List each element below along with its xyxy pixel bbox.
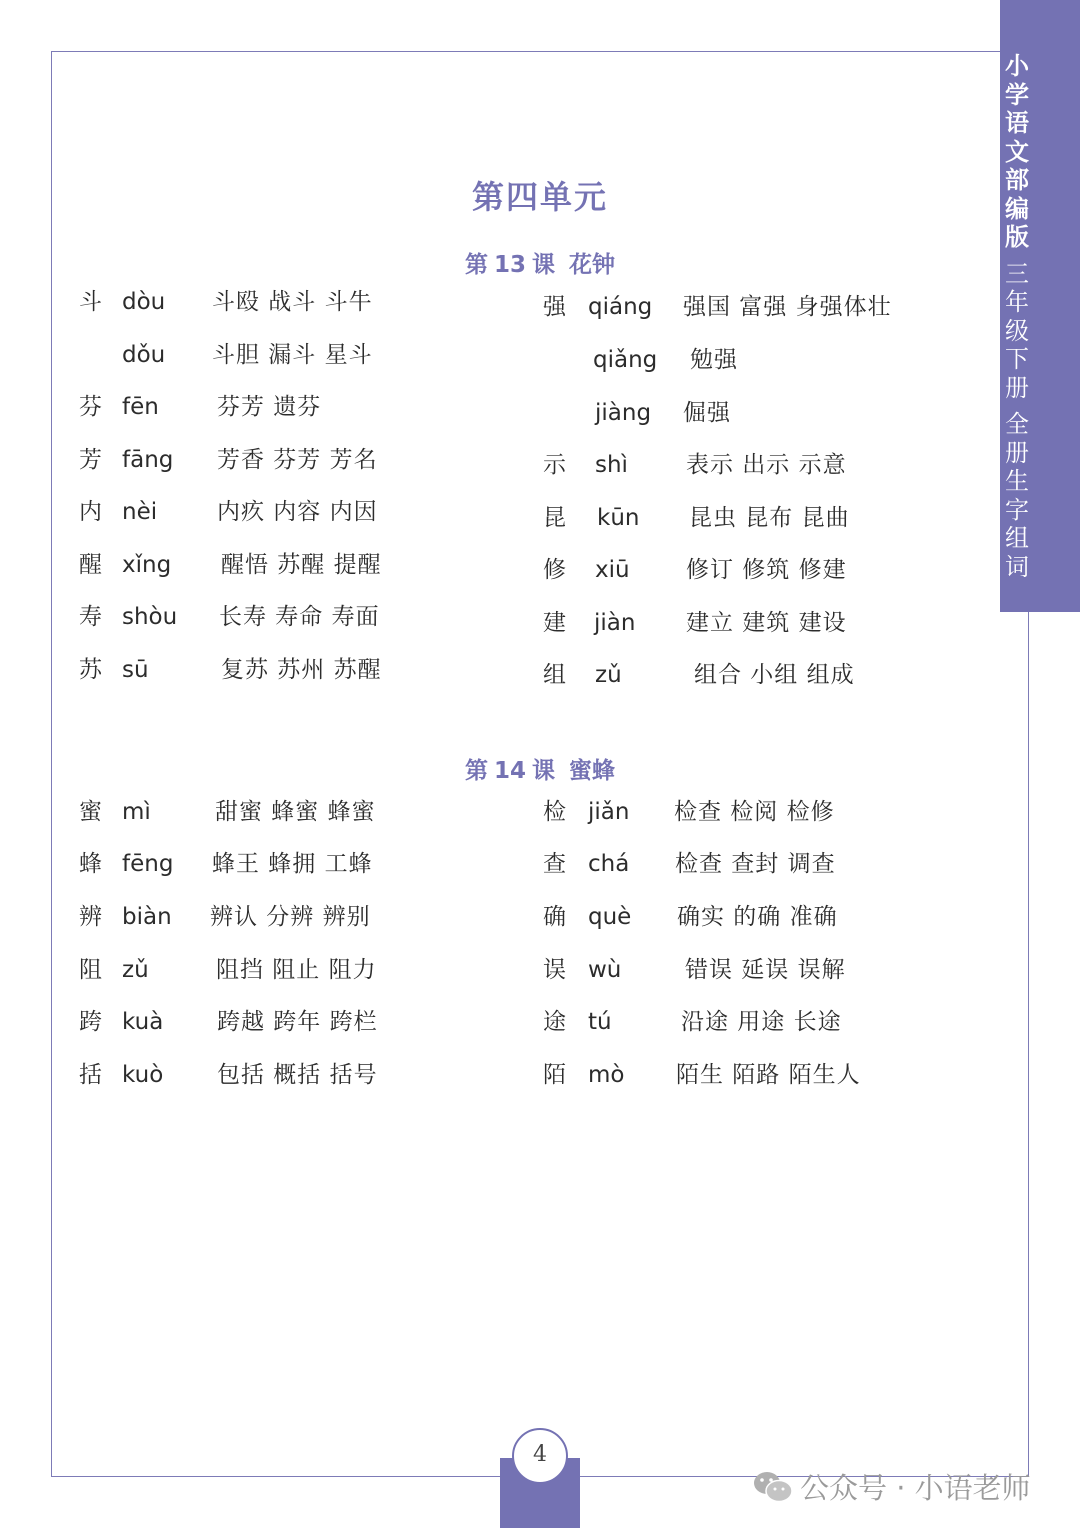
pinyin: sū xyxy=(122,657,149,683)
pinyin: jiàn xyxy=(594,610,636,636)
word-group: 芬芳 遗芬 xyxy=(217,394,322,420)
lesson-14-title xyxy=(0,752,1080,785)
word-group: 勉强 xyxy=(690,347,738,373)
word-group: 辨认 分辨 辨别 xyxy=(210,904,371,930)
pinyin: xǐng xyxy=(122,552,172,578)
character: 示 xyxy=(543,452,566,478)
pinyin: qiǎng xyxy=(593,347,658,373)
character: 确 xyxy=(543,904,566,930)
side-tab-text xyxy=(1003,52,1031,581)
word-group: 斗胆 漏斗 星斗 xyxy=(212,342,373,368)
pinyin: biàn xyxy=(122,904,172,930)
pinyin: xiū xyxy=(595,557,630,583)
word-group: 阻挡 阻止 阻力 xyxy=(216,957,377,983)
character: 芳 xyxy=(79,447,102,473)
pinyin: nèi xyxy=(122,499,158,525)
character: 检 xyxy=(543,799,566,825)
side-tab-grade: 三年级下册 xyxy=(1005,259,1029,402)
word-group: 蜂王 蜂拥 工蜂 xyxy=(212,851,373,877)
page-number: 4 xyxy=(512,1428,568,1484)
character: 阻 xyxy=(79,957,102,983)
pinyin: shòu xyxy=(122,604,178,630)
lesson-prefix: 第 xyxy=(464,252,488,278)
pinyin: kuò xyxy=(122,1062,164,1088)
word-group: 检查 查封 调查 xyxy=(675,851,836,877)
pinyin: shì xyxy=(595,452,628,478)
pinyin: jiàng xyxy=(595,400,652,426)
lesson-number: 14 xyxy=(493,758,526,784)
word-group: 确实 的确 准确 xyxy=(677,904,838,930)
character: 醒 xyxy=(79,552,102,578)
character: 途 xyxy=(543,1009,566,1035)
character: 建 xyxy=(543,610,566,636)
word-group: 跨越 跨年 跨栏 xyxy=(217,1009,378,1035)
word-group: 陌生 陌路 陌生人 xyxy=(676,1062,861,1088)
character: 括 xyxy=(79,1062,102,1088)
lesson-suffix: 课 xyxy=(532,758,555,784)
character: 苏 xyxy=(79,657,102,683)
word-group: 组合 小组 组成 xyxy=(694,662,855,688)
pinyin: wù xyxy=(588,957,622,983)
pinyin: kūn xyxy=(597,505,640,531)
lesson-number: 13 xyxy=(493,252,526,278)
character: 误 xyxy=(543,957,566,983)
character: 跨 xyxy=(79,1009,102,1035)
word-group: 倔强 xyxy=(683,400,731,426)
pinyin: fāng xyxy=(122,447,174,473)
character: 芬 xyxy=(79,394,102,420)
character: 组 xyxy=(543,662,566,688)
pinyin: mì xyxy=(122,799,151,825)
word-group: 表示 出示 示意 xyxy=(686,452,847,478)
pinyin: zǔ xyxy=(595,662,622,688)
lesson-13-title xyxy=(0,246,1080,279)
character: 查 xyxy=(543,851,566,877)
word-group: 检查 检阅 检修 xyxy=(674,799,835,825)
pinyin: dòu xyxy=(122,289,166,315)
unit-title: 第四单元 xyxy=(471,178,608,216)
lesson-name: 花钟 xyxy=(569,252,615,278)
character: 寿 xyxy=(79,604,102,630)
side-tab-desc: 全册生字组词 xyxy=(1005,410,1029,581)
pinyin: què xyxy=(588,904,632,930)
word-group: 强国 富强 身强体壮 xyxy=(683,294,892,320)
lesson-prefix: 第 xyxy=(464,758,488,784)
word-group: 昆虫 昆布 昆曲 xyxy=(689,505,850,531)
character: 蜂 xyxy=(79,851,102,877)
pinyin: chá xyxy=(588,851,630,877)
word-group: 沿途 用途 长途 xyxy=(681,1009,842,1035)
word-group: 斗殴 战斗 斗牛 xyxy=(212,289,373,315)
character: 蜜 xyxy=(79,799,102,825)
character: 修 xyxy=(543,557,566,583)
pinyin: mò xyxy=(588,1062,625,1088)
word-group: 修订 修筑 修建 xyxy=(686,557,847,583)
word-group: 醒悟 苏醒 提醒 xyxy=(221,552,382,578)
character: 斗 xyxy=(79,289,102,315)
character: 昆 xyxy=(543,505,566,531)
word-group: 建立 建筑 建设 xyxy=(686,610,847,636)
character: 陌 xyxy=(543,1062,566,1088)
character: 辨 xyxy=(79,904,102,930)
character: 强 xyxy=(543,294,566,320)
pinyin: kuà xyxy=(122,1009,164,1035)
word-group: 错误 延误 误解 xyxy=(685,957,846,983)
pinyin: fēng xyxy=(122,851,174,877)
word-group: 甜蜜 蜂蜜 蜂蜜 xyxy=(215,799,376,825)
word-group: 芳香 芬芳 芳名 xyxy=(217,447,378,473)
lesson-name: 蜜蜂 xyxy=(569,758,615,784)
pinyin: zǔ xyxy=(122,957,149,983)
watermark-text: 公众号 · 小语老师 xyxy=(800,1471,1031,1505)
word-group: 长寿 寿命 寿面 xyxy=(219,604,380,630)
pinyin: fēn xyxy=(122,394,159,420)
word-group: 内疚 内容 内因 xyxy=(217,499,378,525)
wechat-icon xyxy=(752,1470,794,1504)
side-tab-title: 小学语文部编版 xyxy=(1005,52,1029,251)
pinyin: dǒu xyxy=(122,342,166,368)
pinyin: qiáng xyxy=(588,294,653,320)
pinyin: tú xyxy=(588,1009,612,1035)
character: 内 xyxy=(79,499,102,525)
pinyin: jiǎn xyxy=(588,799,630,825)
word-group: 复苏 苏州 苏醒 xyxy=(221,657,382,683)
lesson-suffix: 课 xyxy=(532,252,555,278)
word-group: 包括 概括 括号 xyxy=(217,1062,378,1088)
